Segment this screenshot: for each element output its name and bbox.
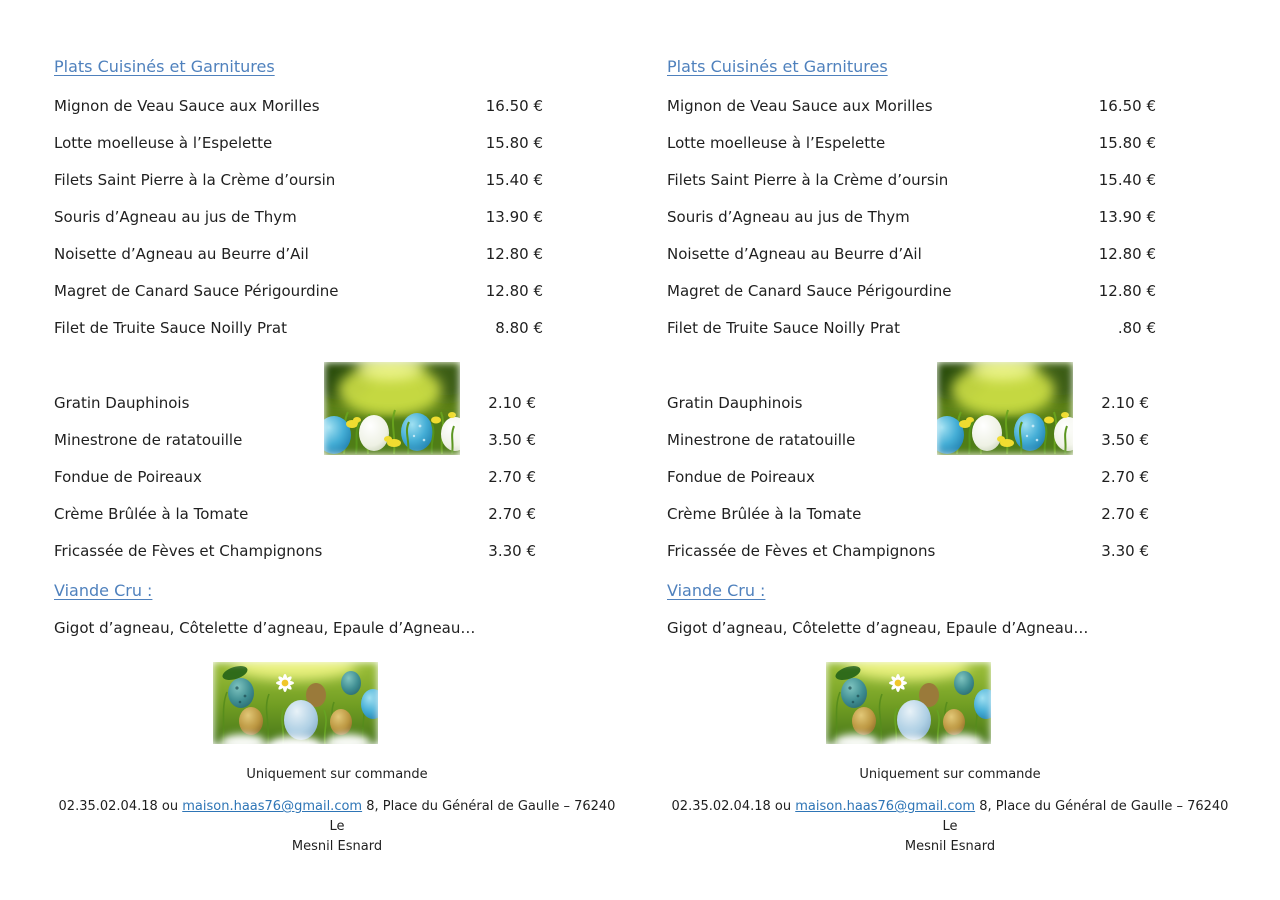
menu-item-row — [667, 272, 1156, 309]
dish-price: 12.80 € — [485, 244, 543, 263]
dish-name: Gratin Dauphinois — [54, 393, 190, 412]
dish-price: 3.50 € — [1101, 430, 1149, 449]
menu-item-row — [667, 458, 1149, 495]
dish-name: Filets Saint Pierre à la Crème d’oursin — [667, 170, 949, 189]
dish-name: Mignon de Veau Sauce aux Morilles — [54, 96, 320, 115]
menu-item-row — [667, 532, 1149, 569]
viande-cru-items: Gigot d’agneau, Côtelette d’agneau, Epaule d’Agneau… — [54, 619, 476, 637]
dish-name: Magret de Canard Sauce Périgourdine — [54, 281, 339, 300]
dish-price: 8.80 € — [495, 318, 543, 337]
menu-item-row — [667, 421, 1149, 458]
dish-price: 12.80 € — [485, 281, 543, 300]
menu-item-row — [667, 161, 1156, 198]
dish-name: Fondue de Poireaux — [667, 467, 815, 486]
menu-column-left — [54, 0, 620, 900]
viande-cru-items: Gigot d’agneau, Côtelette d’agneau, Epaule d’Agneau… — [667, 619, 1089, 637]
dish-name: Mignon de Veau Sauce aux Morilles — [667, 96, 933, 115]
dish-name: Lotte moelleuse à l’Espelette — [54, 133, 273, 152]
menu-item-row — [667, 235, 1156, 272]
menu-item-row — [54, 235, 543, 272]
dish-name: Fricassée de Fèves et Champignons — [54, 541, 323, 560]
easter-eggs-photo — [937, 362, 1073, 455]
dish-name: Filet de Truite Sauce Noilly Prat — [54, 318, 287, 337]
contact-address-line1: 8, Place du Général de Gaulle – 76240 Le — [942, 799, 1229, 834]
menu-item-row — [54, 458, 536, 495]
dish-price: 2.10 € — [488, 393, 536, 412]
contact-phone: 02.35.02.04.18 — [671, 799, 771, 814]
menu-item-row — [667, 495, 1149, 532]
menu-column-right — [667, 0, 1233, 900]
dish-name: Crème Brûlée à la Tomate — [667, 504, 862, 523]
contact-separator: ou — [157, 799, 183, 814]
email-link[interactable]: maison.haas76@gmail.com — [795, 799, 976, 814]
contact-separator: ou — [770, 799, 796, 814]
dish-name: Magret de Canard Sauce Périgourdine — [667, 281, 952, 300]
dish-price: 13.90 € — [1098, 207, 1156, 226]
menu-item-row — [667, 124, 1156, 161]
dish-price: 2.70 € — [488, 467, 536, 486]
dish-price: 15.40 € — [485, 170, 543, 189]
dish-price: 15.80 € — [485, 133, 543, 152]
menu-item-row — [667, 87, 1156, 124]
dish-name: Filet de Truite Sauce Noilly Prat — [667, 318, 900, 337]
dish-name: Lotte moelleuse à l’Espelette — [667, 133, 886, 152]
contact-info — [667, 797, 1233, 857]
menu-item-row — [54, 532, 536, 569]
section-heading-plats: Plats Cuisinés et Garnitures — [667, 57, 888, 76]
dish-price: 16.50 € — [1098, 96, 1156, 115]
dish-name: Souris d’Agneau au jus de Thym — [667, 207, 910, 226]
dish-price: 15.80 € — [1098, 133, 1156, 152]
dish-price: 15.40 € — [1098, 170, 1156, 189]
menu-item-row — [667, 384, 1149, 421]
dish-price: 3.30 € — [1101, 541, 1149, 560]
menu-item-row — [54, 495, 536, 532]
plats-list — [54, 87, 620, 346]
dish-name: Souris d’Agneau au jus de Thym — [54, 207, 297, 226]
dish-price: 3.30 € — [488, 541, 536, 560]
contact-address-line2: Mesnil Esnard — [291, 839, 383, 854]
dish-name: Noisette d’Agneau au Beurre d’Ail — [54, 244, 309, 263]
dish-price: 16.50 € — [485, 96, 543, 115]
dish-name: Fondue de Poireaux — [54, 467, 202, 486]
dish-price: 2.70 € — [1101, 467, 1149, 486]
menu-item-row — [54, 384, 536, 421]
order-note: Uniquement sur commande — [859, 767, 1041, 782]
dish-price: 3.50 € — [488, 430, 536, 449]
dish-price: 2.10 € — [1101, 393, 1149, 412]
dish-price: 12.80 € — [1098, 281, 1156, 300]
easter-eggs-daisy-photo — [213, 662, 378, 744]
easter-eggs-photo — [324, 362, 460, 455]
dish-price: 2.70 € — [1101, 504, 1149, 523]
menu-item-row — [54, 161, 543, 198]
dish-name: Minestrone de ratatouille — [54, 430, 243, 449]
menu-item-row — [667, 309, 1156, 346]
section-heading-viande-cru: Viande Cru : — [54, 581, 153, 600]
menu-item-row — [54, 87, 543, 124]
section-heading-plats: Plats Cuisinés et Garnitures — [54, 57, 275, 76]
section-heading-viande-cru: Viande Cru : — [667, 581, 766, 600]
dish-name: Noisette d’Agneau au Beurre d’Ail — [667, 244, 922, 263]
menu-item-row — [54, 421, 536, 458]
email-link[interactable]: maison.haas76@gmail.com — [182, 799, 363, 814]
dish-price: 12.80 € — [1098, 244, 1156, 263]
contact-phone: 02.35.02.04.18 — [58, 799, 158, 814]
contact-address-line1: 8, Place du Général de Gaulle – 76240 Le — [329, 799, 616, 834]
dish-name: Crème Brûlée à la Tomate — [54, 504, 249, 523]
easter-eggs-daisy-photo — [826, 662, 991, 744]
plats-list — [667, 87, 1233, 346]
dish-name: Fricassée de Fèves et Champignons — [667, 541, 936, 560]
order-note: Uniquement sur commande — [246, 767, 428, 782]
menu-item-row — [54, 309, 543, 346]
menu-item-row — [667, 198, 1156, 235]
dish-price: 13.90 € — [485, 207, 543, 226]
contact-info — [54, 797, 620, 857]
dish-name: Minestrone de ratatouille — [667, 430, 856, 449]
menu-item-row — [54, 198, 543, 235]
menu-item-row — [54, 272, 543, 309]
dish-name: Gratin Dauphinois — [667, 393, 803, 412]
dish-name: Filets Saint Pierre à la Crème d’oursin — [54, 170, 336, 189]
menu-item-row — [54, 124, 543, 161]
contact-address-line2: Mesnil Esnard — [904, 839, 996, 854]
dish-price: .80 € — [1117, 318, 1156, 337]
dish-price: 2.70 € — [488, 504, 536, 523]
